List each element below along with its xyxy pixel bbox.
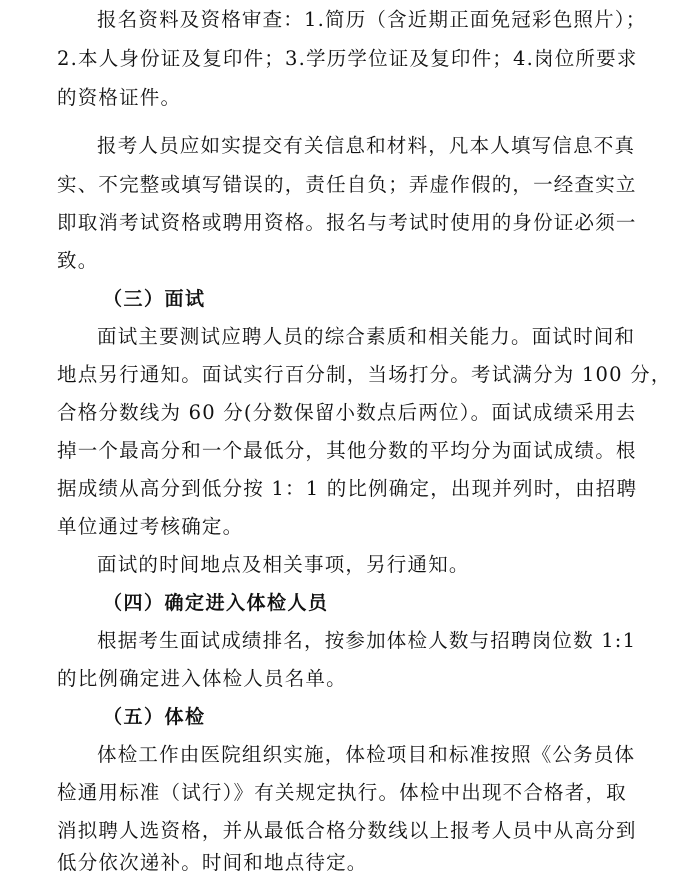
paragraph-line: 掉一个最高分和一个最低分，其他分数的平均分为面试成绩。根	[57, 439, 637, 462]
paragraph-line: 面试主要测试应聘人员的综合素质和相关能力。面试时间和	[97, 325, 636, 348]
paragraph-line: 体检工作由医院组织实施，体检项目和标准按照《公务员体	[97, 743, 636, 766]
paragraph-line: 实、不完整或填写错误的，责任自负；弄虚作假的，一经查实立	[57, 173, 637, 196]
section-heading-medical-exam: （五）体检	[103, 706, 206, 728]
paragraph-line: 地点另行通知。面试实行百分制，当场打分。考试满分为 100 分，	[57, 363, 672, 386]
paragraph-line: 根据考生面试成绩排名，按参加体检人数与招聘岗位数 1:1	[97, 629, 637, 652]
paragraph-line: 2.本人身份证及复印件；3.学历学位证及复印件；4.岗位所要求	[57, 47, 638, 70]
paragraph-line: 合格分数线为 60 分(分数保留小数点后两位）。面试成绩采用去	[57, 401, 637, 424]
paragraph-line: 消拟聘人选资格，并从最低合格分数线以上报考人员中从高分到	[57, 819, 637, 842]
section-heading-medical-candidates: （四）确定进入体检人员	[103, 592, 329, 614]
paragraph-line: 报考人员应如实提交有关信息和材料，凡本人填写信息不真	[97, 134, 636, 157]
paragraph-line: 的资格证件。	[57, 86, 182, 109]
paragraph-line: 致。	[57, 249, 99, 272]
paragraph-line: 面试的时间地点及相关事项，另行通知。	[97, 553, 470, 576]
paragraph-line: 据成绩从高分到低分按 1：1 的比例确定，出现并列时，由招聘	[57, 477, 638, 500]
paragraph-line: 即取消考试资格或聘用资格。报名与考试时使用的身份证必须一	[57, 211, 637, 234]
paragraph-line: 单位通过考核确定。	[57, 515, 244, 538]
paragraph-line: 的比例确定进入体检人员名单。	[57, 667, 347, 690]
paragraph-line: 报名资料及资格审查：1.简历（含近期正面免冠彩色照片）；	[97, 8, 647, 31]
section-heading-interview: （三）面试	[103, 288, 206, 310]
paragraph-line: 检通用标准（试行）》有关规定执行。体检中出现不合格者，取	[57, 781, 627, 804]
paragraph-line: 低分依次递补。时间和地点待定。	[57, 851, 368, 874]
